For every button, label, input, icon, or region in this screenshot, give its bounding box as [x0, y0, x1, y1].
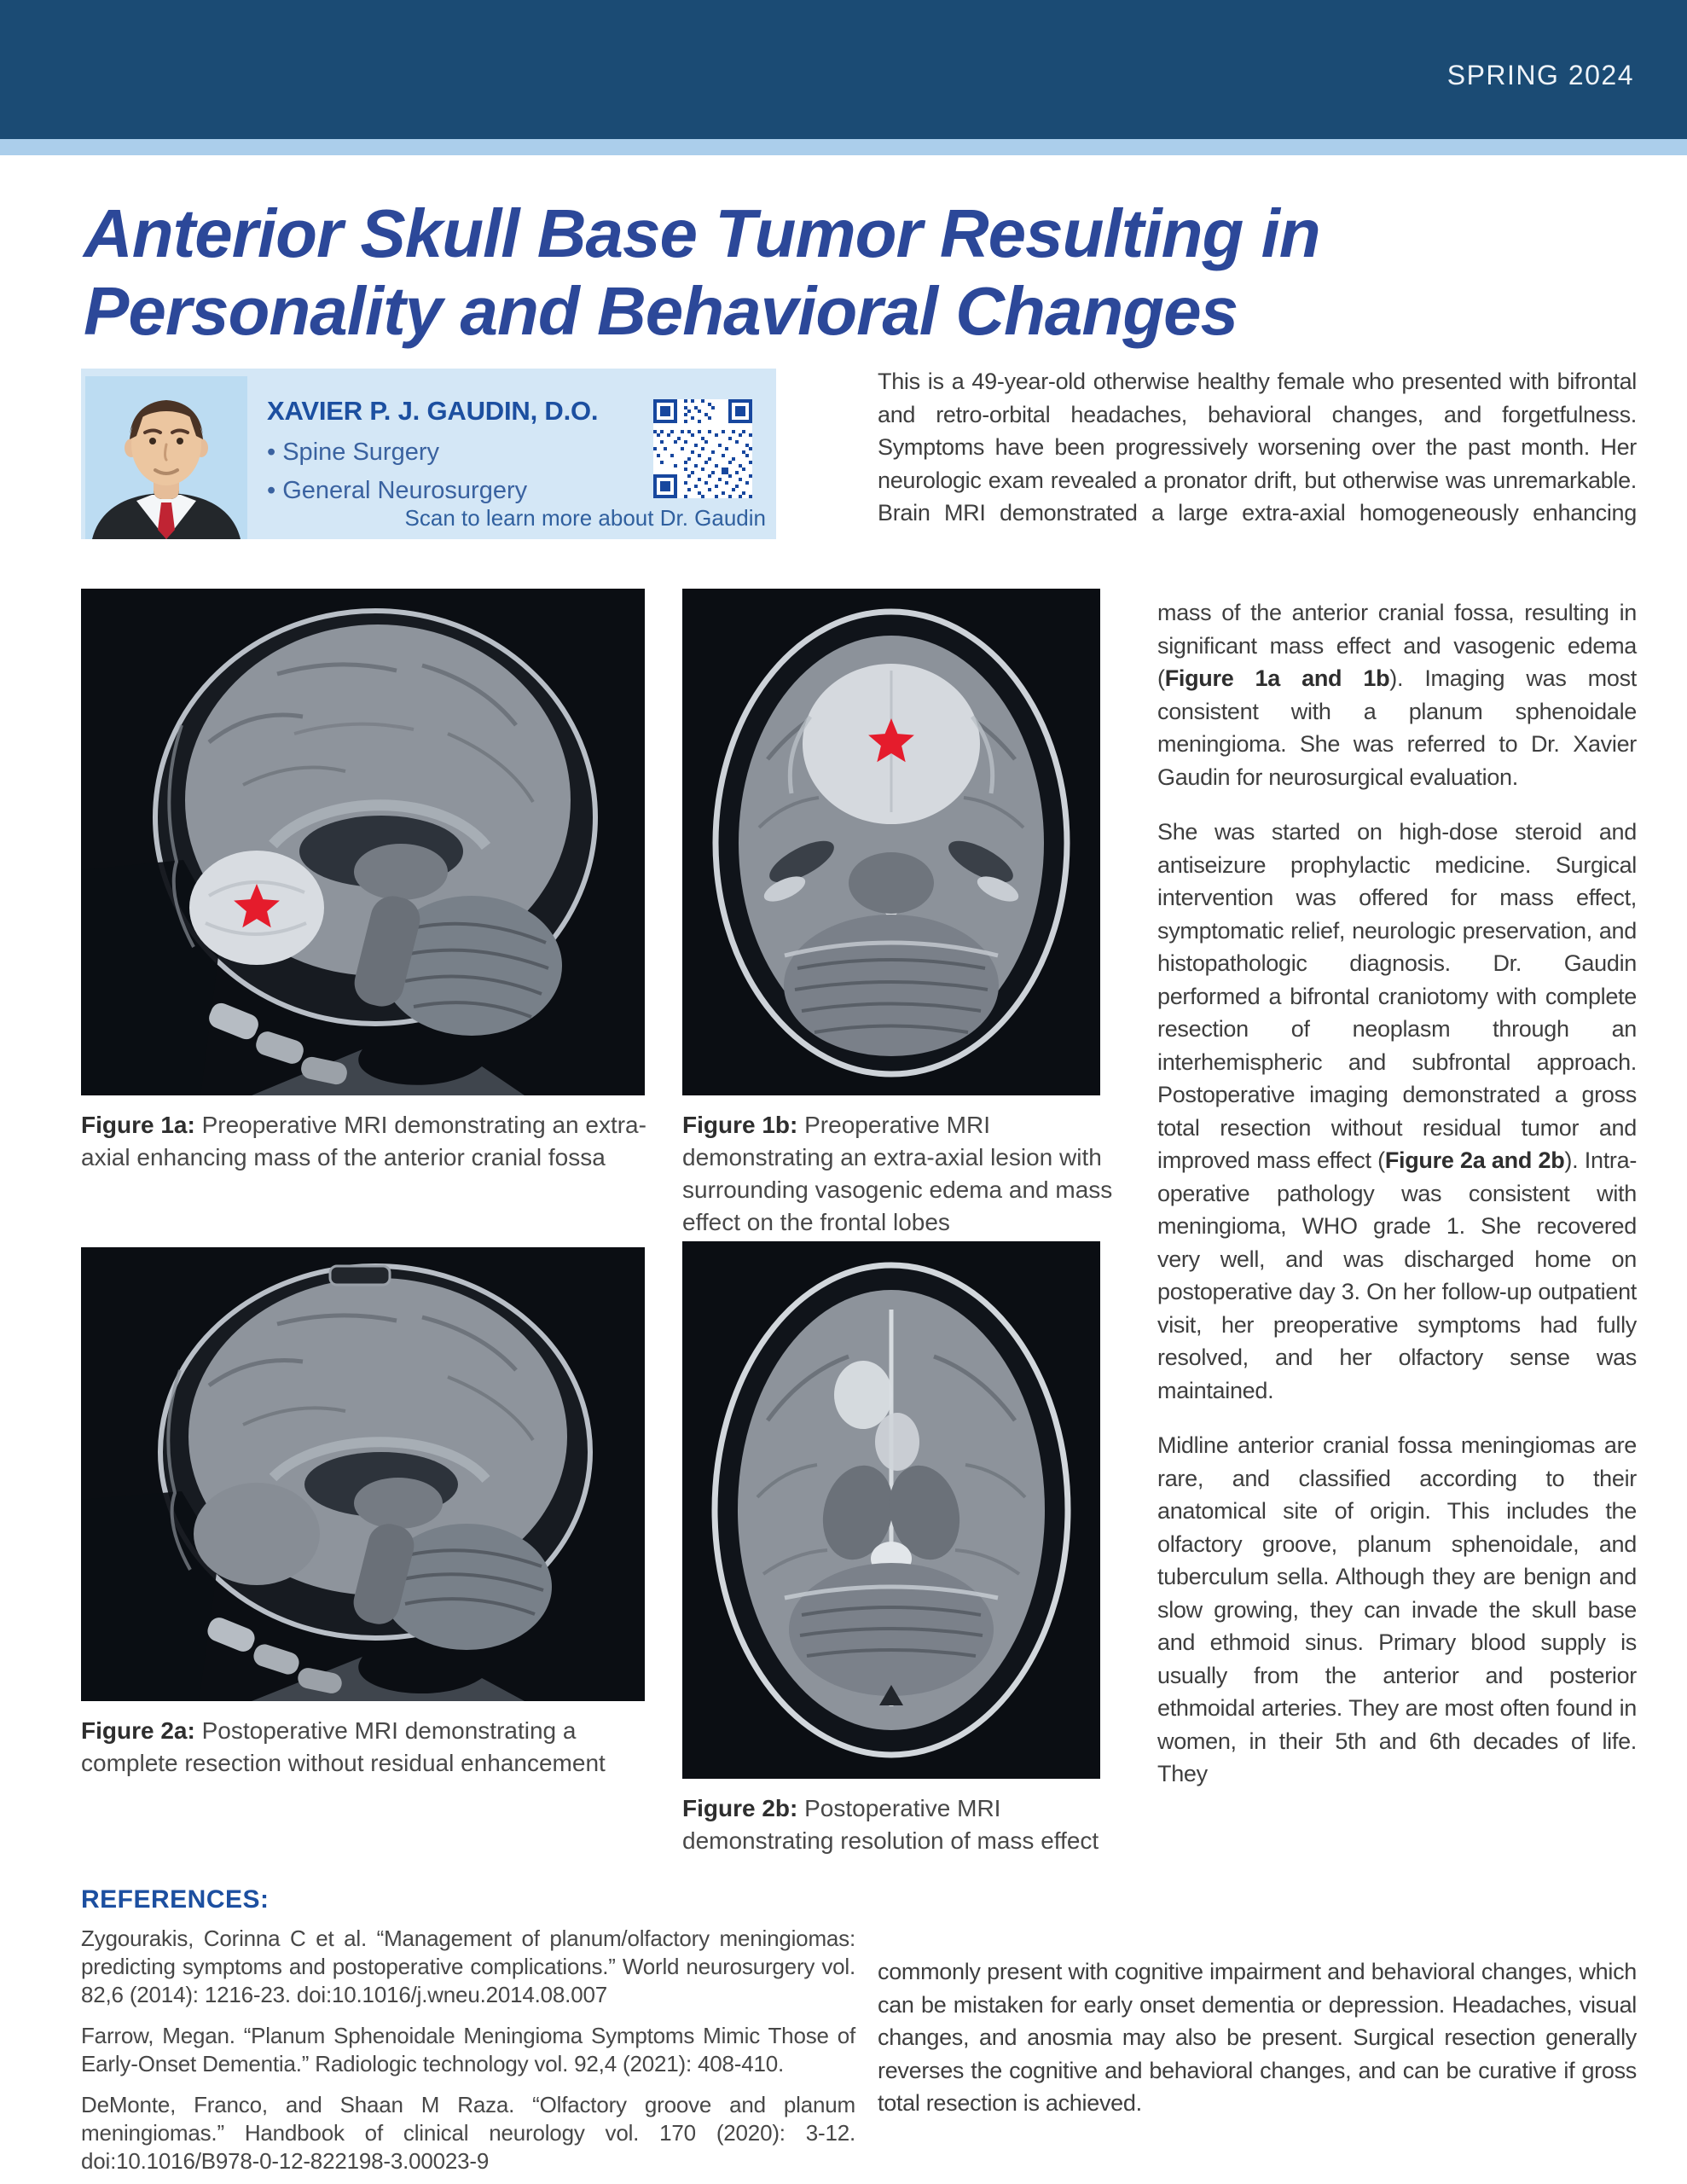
mri-sagittal-postop-illustration [81, 1247, 645, 1701]
figure-1b-caption-text: Preoperative MRI demonstrating an extra-axial lesion with surrounding vasogenic edema and mass effect on the frontal lobes [682, 1112, 1113, 1235]
figure-2a-label: Figure 2a: [81, 1717, 195, 1744]
doctor-portrait-photo [85, 376, 247, 539]
specialty-spine-surgery: • Spine Surgery [267, 433, 527, 472]
figure-2a-mri-image [81, 1247, 645, 1701]
doctor-name: XAVIER P. J. GAUDIN, D.O. [267, 396, 599, 426]
case-paragraph-1-wide: This is a 49-year-old otherwise healthy female who presented with bifrontal and retro-orbital headaches, behavioral changes, and forgetfulness. Symptoms have been progressively worsening over the past month. Her neurologic exam revealed a pronator drift, but otherwise was unremarkable. Brain MRI demonstrated a large extra-axial homogeneously enhancing [878, 369, 1637, 526]
figure-1b-label: Figure 1b: [682, 1112, 798, 1138]
figure-1a-caption-text: Preoperative MRI demonstrating an extra-axial enhancing mass of the anterior cranial fossa [81, 1112, 646, 1170]
case-paragraph-3-narrow: Midline anterior cranial fossa meningiomas are rare, and classified according to their anatomical site of origin. This includes the olfactory groove, planum sphenoidale, and tuberculum sella. Although they are benign and slow growing, they can invade the skull base and ethmoid sinus. Primary blood supply is usually from the anterior and posterior ethmoidal arteries. They are most often found in women, in their 5th and 6th decades of life. They [1157, 1432, 1637, 1786]
figure-2b-label: Figure 2b: [682, 1795, 798, 1821]
mri-axial-preop-illustration [682, 589, 1100, 1095]
specialty-general-neurosurgery: • General Neurosurgery [267, 472, 527, 510]
figure-2a-caption [81, 1715, 671, 1780]
figure-1a-mri-image [81, 589, 645, 1095]
reference-item-2: Farrow, Megan. “Planum Sphenoidale Meningioma Symptoms Mimic Those of Early-Onset Dementia.” Radiologic technology vol. 92,4 (2021): 408-410. [81, 2023, 855, 2077]
references-heading: REFERENCES: [81, 1885, 270, 1914]
case-paragraph-2: She was started on high-dose steroid and antiseizure prophylactic medicine. Surgical intervention was offered for mass effect, symptomatic relief, neurologic preservation, and histopathologic diagnosis. Dr. Gaudin performed a bifrontal craniotomy with complete resection of neoplasm through an interhemispheric and subfrontal approach. Postoperative imaging demonstrated a gross total resection without residual tumor and improved mass effect (Figure 2a and 2b). Intra-operative pathology was consistent with meningioma, WHO grade 1. She recovered very well, and was discharged home on postoperative day 3. On her follow-up outpatient visit, her preoperative symptoms had fully resolved, and her olfactory sense was maintained. [1157, 819, 1638, 1403]
figure-2b-caption [682, 1792, 1113, 1857]
case-paragraph-1-narrow: mass of the anterior cranial fossa, resulting in significant mass effect and vasogenic edema (Figure 1a and 1b). Imaging was most consistent with a planum sphenoidale meningioma. She was referred to Dr. Xavier Gaudin for neurosurgical evaluation. [1157, 600, 1637, 790]
doctor-info-card [81, 369, 776, 539]
qr-code [653, 399, 752, 498]
article-title-line1: Anterior Skull Base Tumor Resulting in [84, 195, 1320, 271]
issue-label: SPRING 2024 [1446, 60, 1634, 90]
reference-item-1: Zygourakis, Corinna C et al. “Management of planum/olfactory meningiomas: predicting symptoms and postoperative complications.” World neurosurgery vol. 82,6 (2014): 1216-23. doi:10.1016/j.wneu.2014.08.007 [81, 1926, 855, 2007]
doctor-specialties-list [267, 433, 527, 510]
figure-1a-label: Figure 1a: [81, 1112, 195, 1138]
mri-sagittal-preop-illustration [81, 589, 645, 1095]
article-title [84, 195, 1585, 350]
figure-1b-mri-image [682, 589, 1100, 1095]
case-narrow-column [1157, 596, 1637, 1813]
figure-2b-mri-image [682, 1241, 1100, 1779]
figure-2a-caption-text: Postoperative MRI demonstrating a complete resection without residual enhancement [81, 1717, 606, 1776]
qr-scan-caption: Scan to learn more about Dr. Gaudin [404, 505, 766, 531]
figure-2b-caption-text: Postoperative MRI demonstrating resolution of mass effect [682, 1795, 1099, 1854]
references-list [81, 1925, 855, 2184]
article-title-line2: Personality and Behavioral Changes [84, 273, 1238, 349]
figure-1b-caption [682, 1109, 1113, 1239]
mri-axial-postop-illustration [682, 1241, 1100, 1779]
reference-item-3: DeMonte, Franco, and Shaan M Raza. “Olfactory groove and planum meningiomas.” Handbook of clinical neurology vol. 170 (2020): 3-12. doi:10.1016/B978-0-12-822198-3.00023-9 [81, 2092, 855, 2174]
case-paragraph-3-wide: commonly present with cognitive impairment and behavioral changes, which can be mistaken for early onset dementia or depression. Headaches, visual changes, and anosmia may also be present. Surgical resection generally reverses the cognitive and behavioral changes, and can be curative if gross total resection is achieved. [878, 1959, 1637, 2116]
masthead-bar [0, 0, 1687, 139]
accent-stripe [0, 139, 1687, 155]
figure-1a-caption [81, 1109, 652, 1174]
